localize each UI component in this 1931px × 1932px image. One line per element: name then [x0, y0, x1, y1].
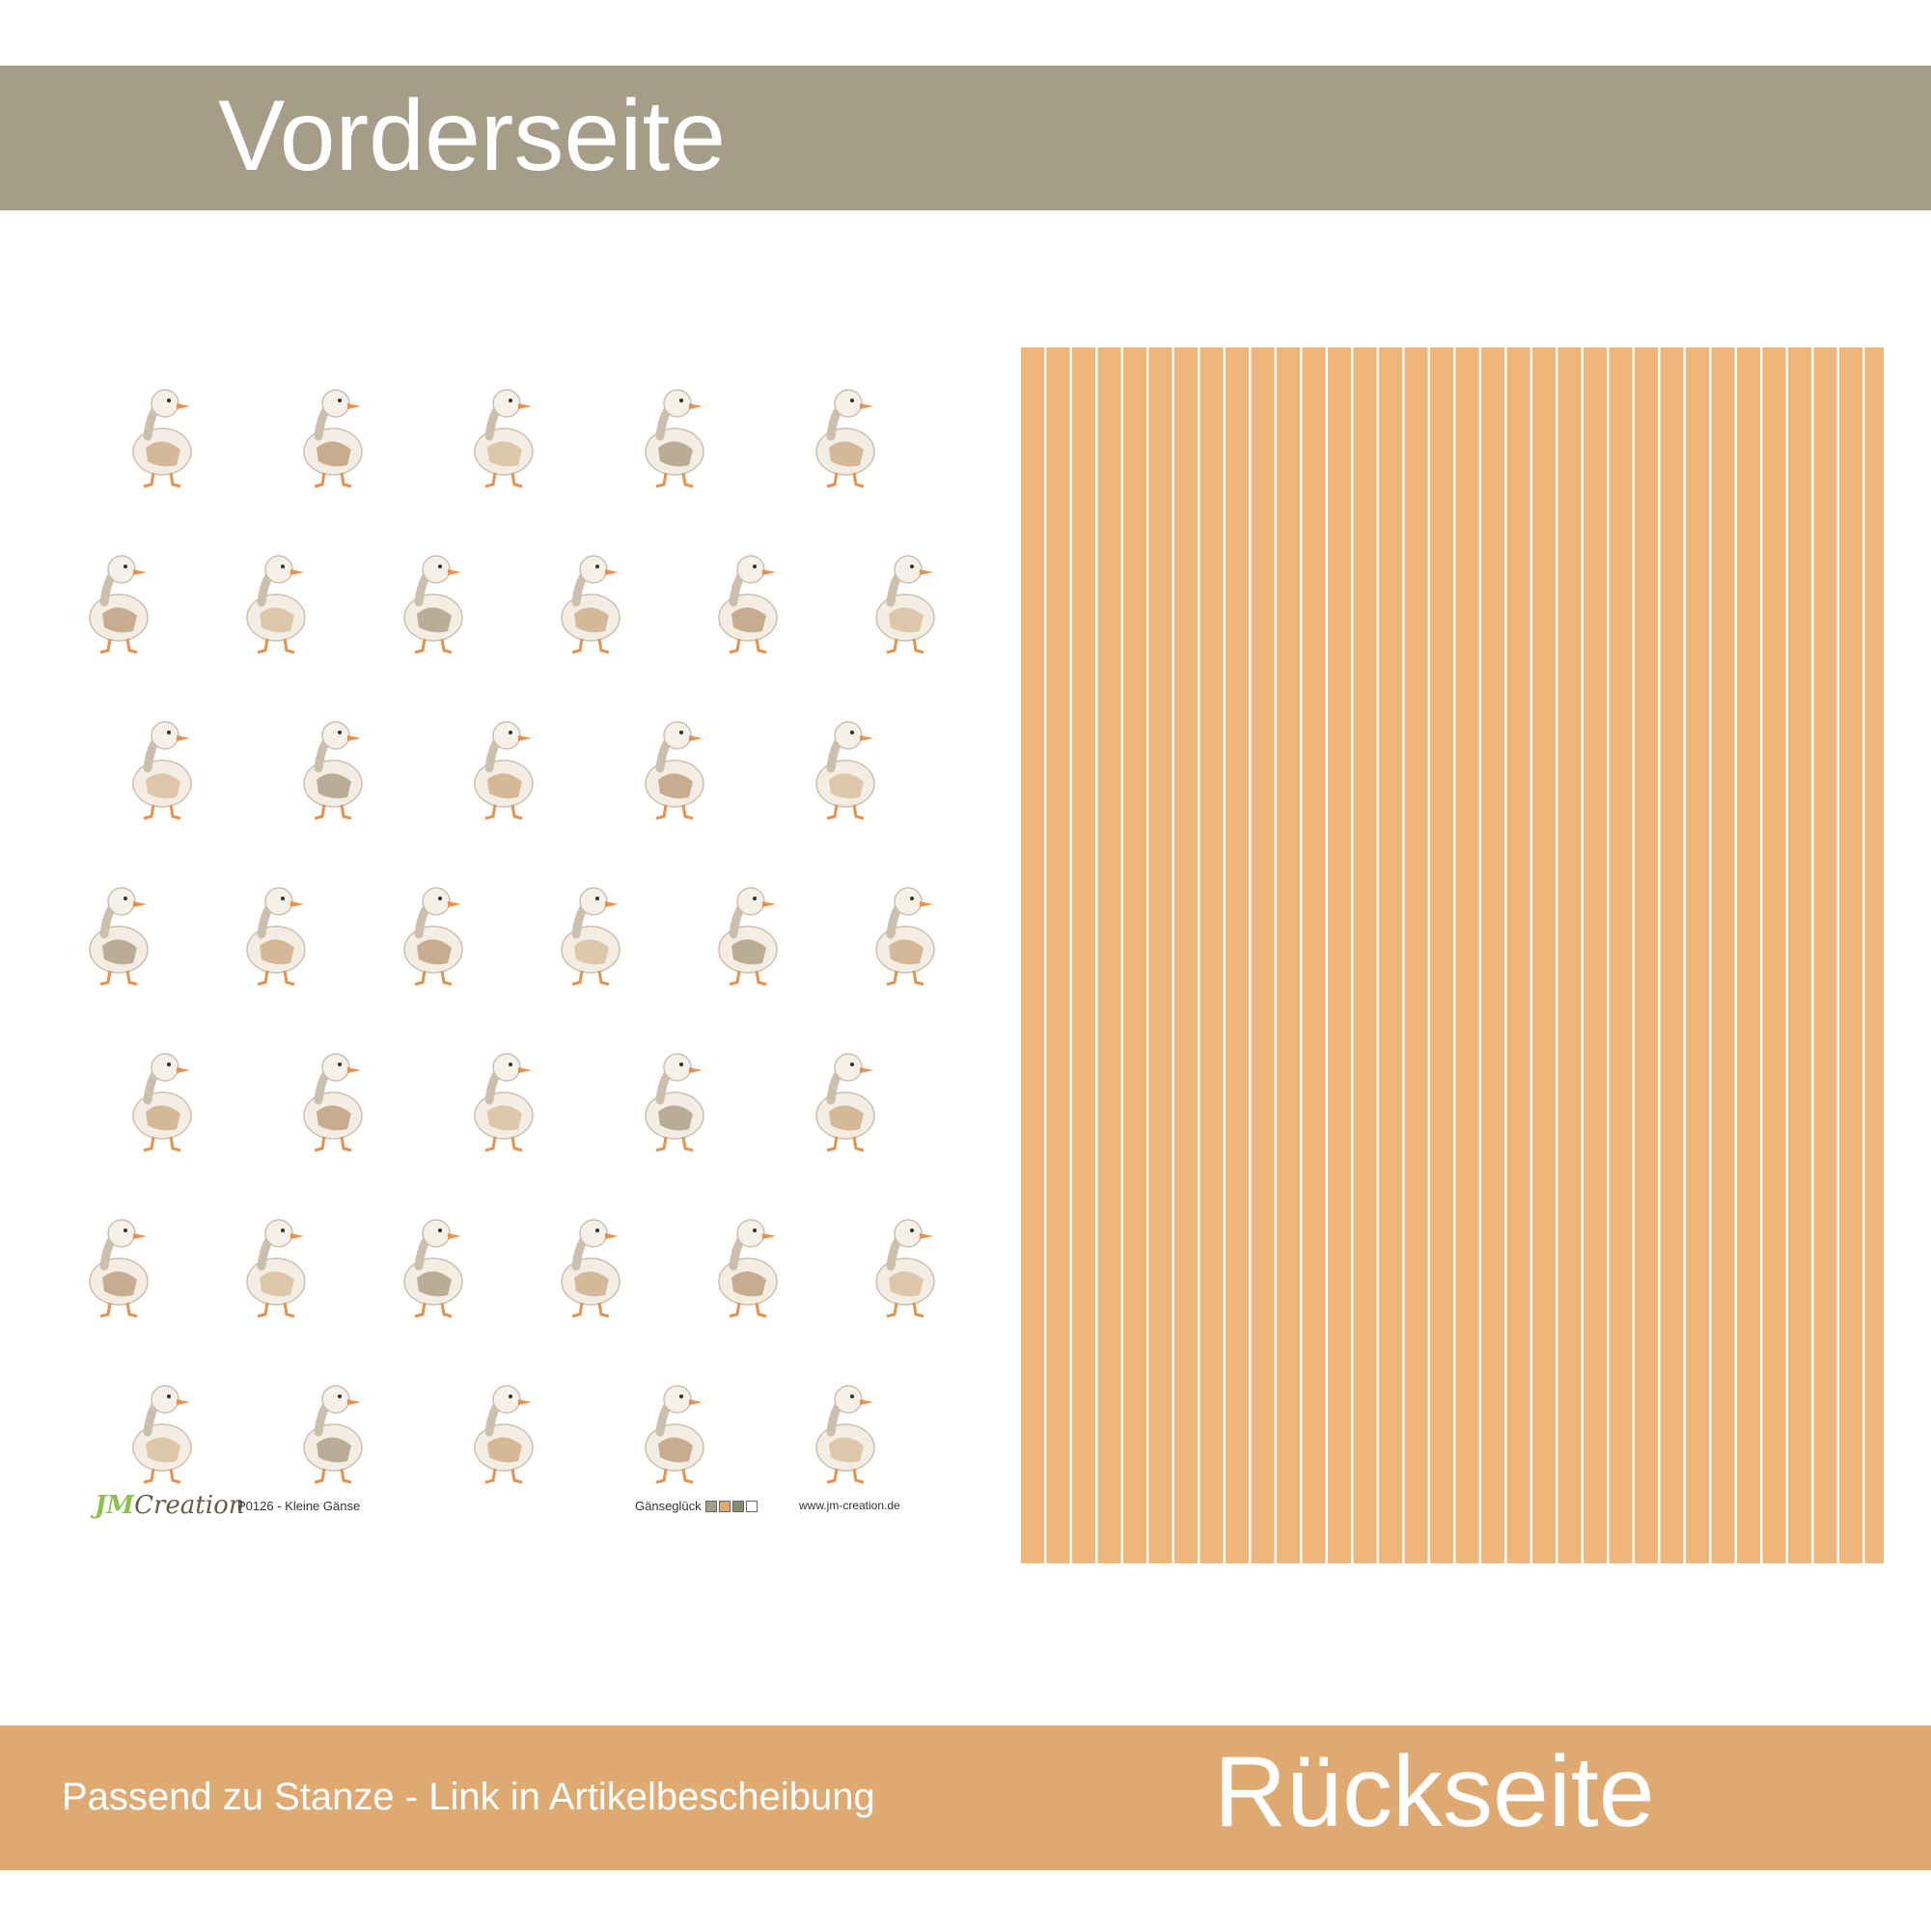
goose-illustration	[792, 1040, 898, 1156]
goose-illustration	[621, 1372, 728, 1488]
goose-illustration	[538, 874, 644, 990]
goose-illustration	[280, 708, 386, 824]
goose-illustration	[852, 874, 958, 990]
goose-illustration	[538, 1206, 644, 1322]
goose-illustration	[451, 1372, 557, 1488]
goose-illustration	[852, 1206, 958, 1322]
goose-illustration	[451, 1040, 557, 1156]
goose-illustration	[792, 1372, 898, 1488]
collection-label: Gänseglück	[635, 1499, 758, 1513]
goose-illustration	[109, 1372, 215, 1488]
color-swatch	[719, 1501, 731, 1512]
goose-illustration	[109, 708, 215, 824]
color-swatch	[732, 1501, 744, 1512]
front-side-title: Vorderseite	[218, 80, 727, 192]
sheet-footer	[66, 1491, 927, 1530]
color-swatch	[705, 1501, 717, 1512]
goose-illustration	[451, 376, 557, 492]
goose-illustration	[280, 376, 386, 492]
goose-illustration	[451, 708, 557, 824]
goose-illustration	[792, 708, 898, 824]
brand-logo: JMCreation	[95, 1491, 245, 1520]
goose-illustration	[538, 542, 644, 658]
back-side-title: Rückseite	[1214, 1736, 1655, 1848]
bottom-banner	[0, 1725, 1931, 1870]
goose-illustration	[280, 1040, 386, 1156]
goose-illustration	[621, 1040, 728, 1156]
product-code: P0126 - Kleine Gänse	[237, 1499, 361, 1513]
color-swatches	[705, 1501, 758, 1512]
goose-illustration	[852, 542, 958, 658]
goose-illustration	[109, 376, 215, 492]
die-note: Passend zu Stanze - Link in Artikelbescheibung	[62, 1776, 875, 1818]
top-banner	[0, 66, 1931, 210]
goose-illustration	[280, 1372, 386, 1488]
goose-illustration	[380, 542, 486, 658]
goose-illustration	[109, 1040, 215, 1156]
goose-illustration	[66, 1206, 172, 1322]
website-url: www.jm-creation.de	[799, 1499, 900, 1512]
color-swatch	[746, 1501, 758, 1512]
goose-illustration	[695, 1206, 801, 1322]
goose-illustration	[695, 542, 801, 658]
goose-illustration	[380, 1206, 486, 1322]
goose-illustration	[621, 376, 728, 492]
goose-illustration	[621, 708, 728, 824]
goose-illustration	[380, 874, 486, 990]
goose-illustration	[695, 874, 801, 990]
front-sheet-preview	[66, 372, 927, 1534]
goose-illustration	[792, 376, 898, 492]
goose-illustration	[66, 542, 172, 658]
back-sheet-stripes	[1021, 347, 1884, 1563]
goose-illustration	[223, 1206, 329, 1322]
goose-illustration	[223, 874, 329, 990]
goose-illustration	[66, 874, 172, 990]
goose-illustration	[223, 542, 329, 658]
